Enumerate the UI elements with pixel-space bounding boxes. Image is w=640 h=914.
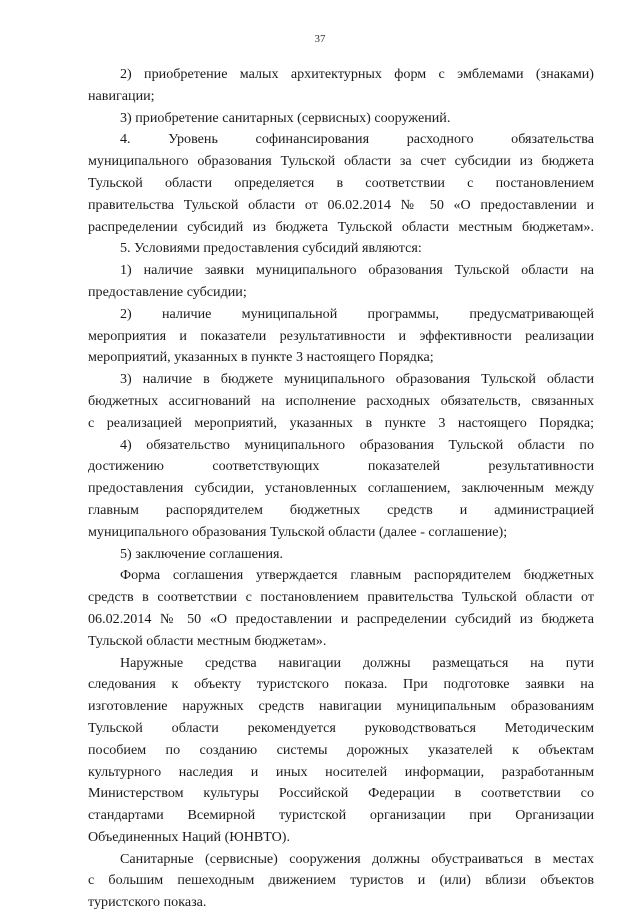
text-line: бюджетных ассигнований на исполнение расходных обязательств, связанных — [88, 392, 594, 409]
text-line: главным распорядителем бюджетных средств и администрацией — [88, 501, 594, 518]
text-line: муниципального образования Тульской области (далее - соглашение); — [88, 523, 508, 540]
text-line: навигации; — [88, 87, 155, 104]
text-line: распределении субсидий из бюджета Тульской области местным бюджетам». — [88, 218, 594, 235]
document-body — [88, 64, 594, 914]
text-line: Тульской области местным бюджетам». — [88, 632, 327, 649]
text-line: стандартами Всемирной туристской организации при Организации — [88, 807, 594, 824]
text-line: Санитарные (сервисные) сооружения должны обустраиваться в местах — [120, 850, 594, 867]
page-number: 37 — [314, 33, 326, 45]
text-line: средств в соответствии с постановлением правительства Тульской области от — [88, 589, 594, 606]
text-line: туристского показа. — [88, 894, 207, 911]
text-line: культурного наследия и иных носителей информации, разработанным — [88, 763, 594, 780]
text-line: следования к объекту туристского показа. При подготовке заявки на — [88, 676, 594, 693]
text-line: 5) заключение соглашения. — [120, 545, 284, 562]
text-line: предоставления субсидии, установленных соглашением, заключенным между — [88, 480, 594, 497]
text-line: предоставление субсидии; — [88, 283, 247, 300]
text-line: 06.02.2014 № 50 «О предоставлении и распределении субсидий из бюджета — [88, 610, 594, 627]
text-line: достижению соответствующих показателей результативности — [88, 458, 594, 475]
text-line: 2) наличие муниципальной программы, предусматривающей — [120, 305, 594, 322]
text-line: 1) наличие заявки муниципального образования Тульской области на — [120, 262, 594, 279]
text-line: 4. Уровень софинансирования расходного обязательства — [120, 131, 594, 148]
text-line: пособием по созданию системы дорожных указателей к объектам — [88, 741, 594, 758]
text-line: с большим пешеходным движением туристов и (или) вблизи объектов — [88, 872, 594, 889]
text-line: Объединенных Наций (ЮНВТО). — [88, 828, 290, 845]
text-line: Тульской области рекомендуется руководствоваться Методическим — [88, 719, 594, 736]
text-line: правительства Тульской области от 06.02.2014 № 50 «О предоставлении и — [88, 196, 594, 213]
text-line: муниципального образования Тульской области за счет субсидии из бюджета — [88, 153, 594, 170]
text-line: 5. Условиями предоставления субсидий являются: — [120, 240, 422, 257]
text-line: 3) приобретение санитарных (сервисных) сооружений. — [120, 109, 451, 126]
text-line: Форма соглашения утверждается главным распорядителем бюджетных — [120, 567, 594, 584]
text-line: 4) обязательство муниципального образования Тульской области по — [120, 436, 594, 453]
text-line: Наружные средства навигации должны размещаться на пути — [120, 654, 594, 671]
text-line: с реализацией мероприятий, указанных в пункте 3 настоящего Порядка; — [88, 414, 594, 431]
text-line: 3) наличие в бюджете муниципального образования Тульской области — [120, 371, 594, 388]
text-line: мероприятий, указанных в пункте 3 настоящего Порядка; — [88, 349, 434, 366]
text-line: 2) приобретение малых архитектурных форм с эмблемами (знаками) — [120, 66, 594, 82]
text-line: Министерством культуры Российской Федерации в соответствии со — [88, 785, 594, 802]
text-line: Тульской области определяется в соответствии с постановлением — [88, 174, 594, 191]
text-line: мероприятия и показатели результативности и эффективности реализации — [88, 327, 594, 344]
text-line: изготовление наружных средств навигации муниципальным образованиям — [88, 698, 594, 715]
